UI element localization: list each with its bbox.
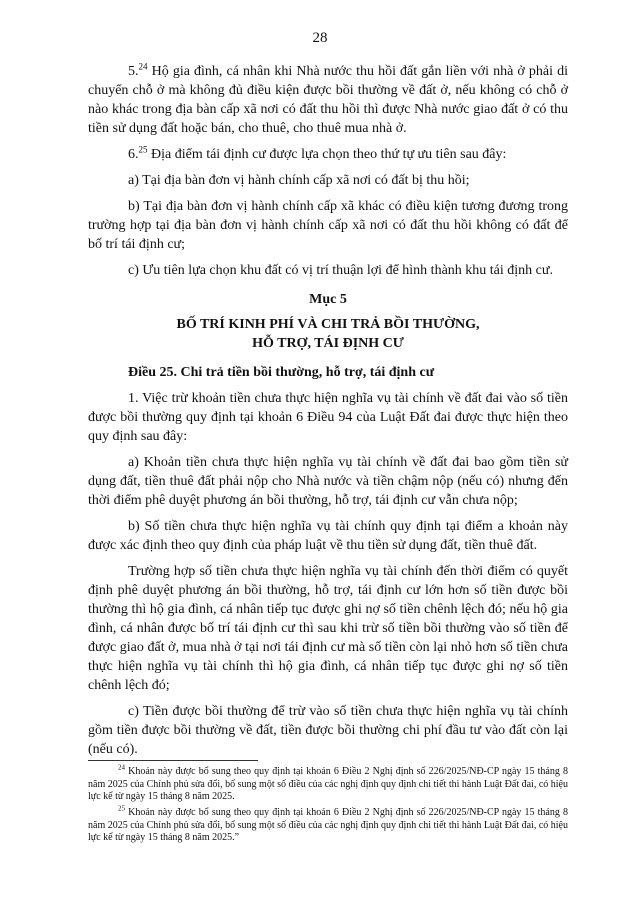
- clause-6-number: 6.: [128, 147, 139, 162]
- footnote-25: [88, 804, 568, 845]
- article-paragraph-b: b) Số tiền chưa thực hiện nghĩa vụ tài chính quy định tại điểm a khoản này được xác định theo quy định của pháp luật về thu tiền sử dụng đất, tiền thuê đất.: [88, 519, 568, 553]
- article-paragraph-c: c) Tiền được bồi thường để trừ vào số tiền chưa thực hiện nghĩa vụ tài chính gồm tiền được bồi thường về đất, tiền được bồi thường chi phí đầu tư vào đất còn lại (nếu có).: [88, 704, 568, 757]
- item-b-top: b) Tại địa bàn đơn vị hành chính cấp xã khác có điều kiện tương đương trong trường hợp tại địa bàn đơn vị hành chính cấp xã nơi có đất thu hồi không có đất để bố trí tái định cư;: [88, 199, 568, 252]
- section-title-line-2: HỖ TRỢ, TÁI ĐỊNH CƯ: [252, 336, 404, 351]
- page-number: 28: [312, 30, 328, 46]
- footnote-24-text: Khoản này được bổ sung theo quy định tại khoản 6 Điều 2 Nghị định số 226/2025/NĐ-CP ngày 15 tháng 8 năm 2025 của Chính phủ sửa đổi, bổ sung một số điều của các nghị định quy định chi tiết thi hành Luật Đất đai, có hiệu lực kể từ ngày 15 tháng 8 năm 2025.: [88, 766, 568, 802]
- section-label: Mục 5: [309, 292, 347, 307]
- footnote-divider: [88, 760, 258, 761]
- section-title-line-1: BỐ TRÍ KINH PHÍ VÀ CHI TRẢ BỒI THƯỜNG,: [176, 317, 480, 332]
- clause-5-number: 5.: [128, 64, 139, 79]
- footnote-25-text: Khoản này được bổ sung theo quy định tại khoản 6 Điều 2 Nghị định số 226/2025/NĐ-CP ngày 15 tháng 8 năm 2025 của Chính phủ sửa đổi, bổ sung một số điều của các nghị định quy định chi tiết thi hành Luật Đất đai, có hiệu lực kể từ ngày 15 tháng 8 năm 2025.”: [88, 807, 568, 843]
- item-c-top: c) Ưu tiên lựa chọn khu đất có vị trí thuận lợi để hình thành khu tái định cư.: [128, 263, 553, 278]
- clause-6-text: Địa điểm tái định cư được lựa chọn theo thứ tự ưu tiên sau đây:: [147, 147, 507, 162]
- footnote-25-marker: 25: [118, 804, 125, 813]
- item-a-top: a) Tại địa bàn đơn vị hành chính cấp xã nơi có đất bị thu hồi;: [128, 173, 470, 188]
- section-title: [88, 315, 568, 353]
- clause-5-text: Hộ gia đình, cá nhân khi Nhà nước thu hồi đất gắn liền với nhà ở phải di chuyển chỗ ở mà không đủ điều kiện được bồi thường về đất ở, nếu không có chỗ ở nào khác trong địa bàn cấp xã nơi có đất thu hồi thì được Nhà nước giao đất ở có thu tiền sử dụng đất hoặc bán, cho thuê, cho thuê mua nhà ở.: [88, 64, 568, 136]
- clause-6: [88, 145, 568, 164]
- footnote-ref-25[interactable]: 25: [138, 144, 148, 155]
- footnote-ref-24[interactable]: 24: [138, 61, 148, 72]
- footnote-24: [88, 763, 568, 804]
- footnote-24-marker: 24: [118, 763, 125, 772]
- article-paragraph-case: Trường hợp số tiền chưa thực hiện nghĩa vụ tài chính đến thời điểm có quyết định phê duyệt phương án bồi thường, hỗ trợ, tái định cư lớn hơn số tiền được bồi thường thì hộ gia đình, cá nhân tiếp tục được ghi nợ số tiền chênh lệch đó; nếu hộ gia đình, cá nhân được bố trí tái định cư thì sau khi trừ số tiền bồi thường vào số tiền để được giao đất ở, mua nhà ở tại nơi tái định cư mà số tiền còn lại nhỏ hơn số tiền chưa thực hiện nghĩa vụ tài chính thì hộ gia đình, cá nhân tiếp tục được ghi nợ số tiền chênh lệch đó;: [88, 564, 568, 693]
- article-title: Điều 25. Chi trả tiền bồi thường, hỗ trợ, tái định cư: [128, 365, 435, 380]
- clause-5: [88, 62, 568, 138]
- article-paragraph-1: 1. Việc trừ khoản tiền chưa thực hiện nghĩa vụ tài chính về đất đai vào số tiền được bồi thường quy định tại khoản 6 Điều 94 của Luật Đất đai được thực hiện theo quy định sau đây:: [88, 391, 568, 444]
- document-body: [88, 62, 568, 766]
- article-paragraph-a: a) Khoản tiền chưa thực hiện nghĩa vụ tài chính về đất đai bao gồm tiền sử dụng đất, tiền thuê đất phải nộp cho Nhà nước và tiền chậm nộp (nếu có) nhưng đến thời điểm phê duyệt phương án bồi thường, hỗ trợ, tái định cư vẫn chưa nộp;: [88, 455, 568, 508]
